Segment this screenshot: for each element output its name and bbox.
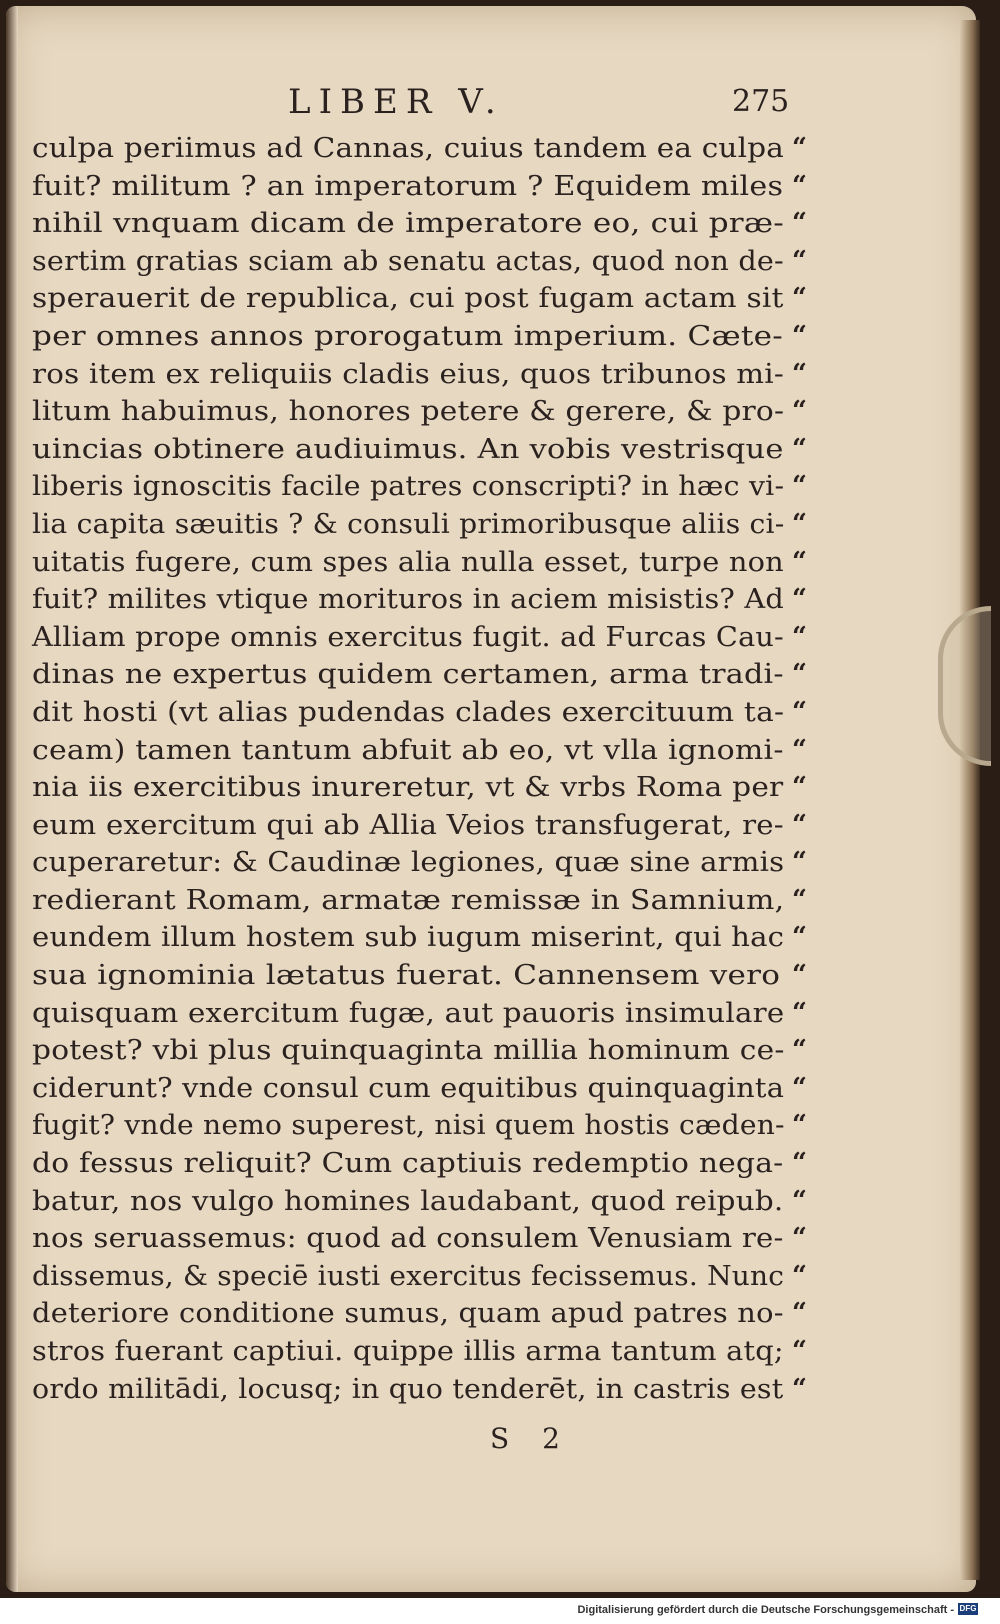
quote-mark: “ [792, 245, 807, 276]
quote-mark: “ [792, 283, 807, 314]
page-number: 275 [732, 84, 790, 119]
page-edge-left [6, 6, 18, 1592]
quote-mark: “ [792, 847, 807, 878]
line-text: sua ignominia lætatus fuerat. Cannensem vero [32, 960, 781, 992]
line-text: dinas ne expertus quidem certamen, arma tradi- [32, 659, 784, 691]
line-text: lia capita sæuitis ? & consuli primoribusque aliis ci- [32, 508, 785, 540]
line-text: ceam) tamen tantum abfuit ab eo, vt vlla ignomi- [32, 734, 784, 766]
footer-credit: Digitalisierung gefördert durch die Deutsche Forschungsgemeinschaft - [577, 1604, 954, 1616]
line-text: potest? vbi plus quinquaginta millia hominum ce- [32, 1035, 785, 1067]
text-line [20, 919, 810, 957]
quote-mark: “ [792, 396, 807, 427]
line-text: deteriore conditione sumus, quam apud patres no- [32, 1298, 784, 1330]
text-line [20, 130, 810, 168]
line-text: nos seruassemus: quod ad consulem Venusiam re- [32, 1223, 784, 1255]
quote-mark: “ [792, 960, 807, 991]
quote-mark: “ [792, 621, 807, 652]
quote-mark: “ [792, 1035, 807, 1066]
text-line [20, 393, 810, 431]
quote-mark: “ [792, 133, 807, 163]
quote-mark: “ [792, 170, 807, 201]
quote-mark: “ [792, 734, 807, 765]
line-text: litum habuimus, honores petere & gerere, & pro- [32, 396, 785, 428]
text-line [20, 544, 810, 582]
text-line [20, 995, 810, 1033]
text-line [20, 1295, 810, 1333]
text-line [20, 506, 810, 544]
text-line [20, 882, 810, 920]
text-line [20, 1145, 810, 1183]
quote-mark: “ [792, 433, 807, 464]
text-line [20, 1070, 810, 1108]
text-line [20, 619, 810, 657]
text-line [20, 844, 810, 882]
line-text: dit hosti (vt alias pudendas clades exercituum ta- [32, 696, 785, 728]
line-text: Alliam prope omnis exercitus fugit. ad Furcas Cau- [32, 621, 784, 653]
text-line [20, 581, 810, 619]
line-text: cuperaretur: & Caudinæ legiones, quæ sine armis [32, 847, 785, 879]
quote-mark: “ [792, 1298, 807, 1329]
text-line [20, 769, 810, 807]
text-line [20, 1371, 810, 1409]
text-line [20, 318, 810, 356]
text-line [20, 431, 810, 469]
line-text: sertim gratias sciam ab senatu actas, quod non de- [32, 245, 784, 277]
quote-mark: “ [792, 1336, 807, 1366]
quote-mark: “ [792, 1072, 807, 1103]
dfg-logo: DFG [959, 1604, 977, 1613]
body-text [20, 130, 810, 1408]
quote-mark: “ [792, 1260, 807, 1291]
page-edge-right [960, 20, 980, 1580]
quote-mark: “ [792, 546, 807, 577]
quote-mark: “ [792, 208, 807, 239]
line-text: per omnes annos prorogatum imperium. Cæte- [32, 320, 783, 352]
text-line [20, 205, 810, 243]
line-text: batur, nos vulgo homines laudabant, quod reipub. [32, 1185, 784, 1217]
line-text: do fessus reliquit? Cum captiuis redemptio nega- [32, 1148, 784, 1180]
line-text: fuit? militum ? an imperatorum ? Equidem miles [32, 170, 784, 202]
text-line [20, 957, 810, 995]
line-text: stros fuerant captiui. quippe illis arma tantum atq; [32, 1336, 784, 1367]
text-line [20, 1333, 810, 1371]
quote-mark: “ [792, 884, 807, 915]
text-line [20, 1258, 810, 1296]
line-text: eum exercitum qui ab Allia Veios transfugerat, re- [32, 809, 784, 841]
quote-mark: “ [792, 471, 807, 502]
line-text: culpa periimus ad Cannas, cuius tandem ea culpa [32, 133, 785, 164]
text-line [20, 656, 810, 694]
quote-mark: “ [792, 1223, 807, 1254]
line-text: nia iis exercitibus inureretur, vt & vrbs Roma per [32, 772, 784, 804]
text-line [20, 168, 810, 206]
text-line [20, 732, 810, 770]
page-header [40, 82, 820, 122]
text-line [20, 468, 810, 506]
quote-mark: “ [792, 659, 807, 690]
line-text: sperauerit de republica, cui post fugam actam sit [32, 283, 784, 315]
quote-mark: “ [792, 809, 807, 840]
line-text: uincias obtinere audiuimus. An vobis vestrisque [32, 433, 784, 465]
quote-mark: “ [792, 696, 807, 727]
text-line [20, 1032, 810, 1070]
text-line [20, 356, 810, 394]
quote-mark: “ [792, 997, 807, 1028]
digitization-footer [0, 1598, 1000, 1624]
line-text: ciderunt? vnde consul cum equitibus quinquaginta [32, 1072, 785, 1104]
text-line [20, 1107, 810, 1145]
quote-mark: “ [792, 1110, 807, 1141]
quote-mark: “ [792, 508, 807, 539]
line-text: fugit? vnde nemo superest, nisi quem hostis cæden- [32, 1110, 785, 1142]
line-text: eundem illum hostem sub iugum miserint, qui hac [32, 922, 785, 954]
line-text: nihil vnquam dicam de imperatore eo, cui præ- [32, 208, 785, 240]
line-text: fuit? milites vtique morituros in aciem misistis? Ad [32, 584, 784, 616]
line-text: liberis ignoscitis facile patres conscripti? in hæc vi- [32, 471, 785, 503]
line-text: dissemus, & speciē iusti exercitus fecissemus. Nunc [32, 1260, 785, 1292]
line-text: quisquam exercitum fugæ, aut pauoris insimulare [32, 997, 785, 1029]
text-line [20, 807, 810, 845]
quote-mark: “ [792, 320, 807, 351]
text-line [20, 280, 810, 318]
text-line [20, 243, 810, 281]
quote-mark: “ [792, 1185, 807, 1216]
quote-mark: “ [792, 1148, 807, 1179]
quote-mark: “ [792, 584, 807, 615]
text-line [20, 1220, 810, 1258]
line-text: ordo militādi, locusq; in quo tenderēt, in castris est [32, 1373, 784, 1405]
quote-mark: “ [792, 1373, 807, 1404]
running-title: LIBER V. [288, 82, 504, 122]
quote-mark: “ [792, 358, 807, 389]
text-line [20, 1183, 810, 1221]
quote-mark: “ [792, 922, 807, 953]
line-text: ros item ex reliquiis cladis eius, quos tribunos mi- [32, 358, 785, 390]
line-text: uitatis fugere, cum spes alia nulla esset, turpe non [32, 546, 784, 578]
line-text: redierant Romam, armatæ remissæ in Samnium, [32, 884, 785, 916]
page-clip [938, 606, 991, 766]
text-line [20, 694, 810, 732]
quote-mark: “ [792, 772, 807, 803]
signature-mark: S 2 [490, 1422, 572, 1455]
